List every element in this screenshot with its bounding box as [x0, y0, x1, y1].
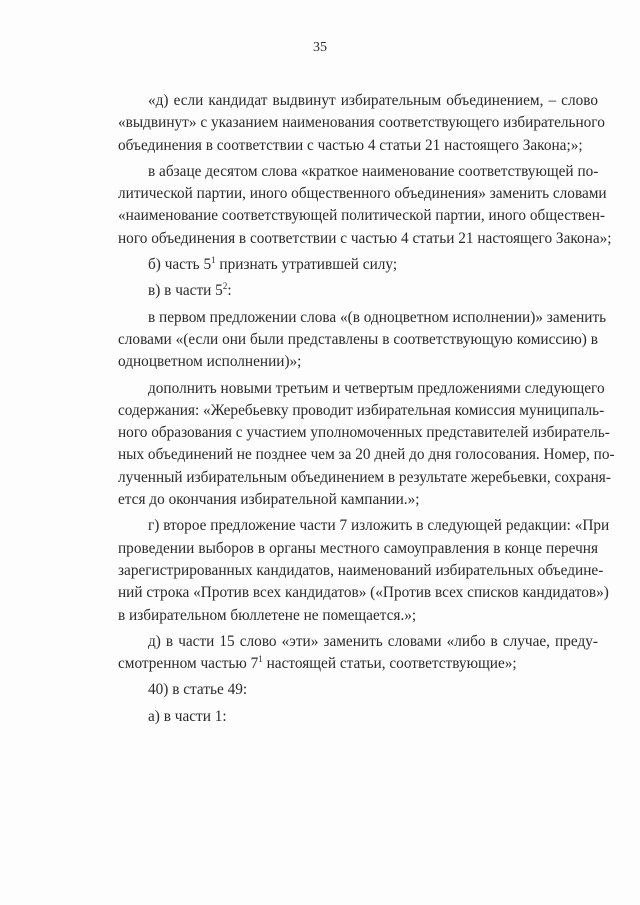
text-line: д) в части 15 слово «эти» заменить словами «либо в случае, преду- — [148, 632, 598, 650]
text-fragment: : — [227, 282, 232, 300]
text-line: дополнить новыми третьим и четвертым предложениями следующего — [148, 379, 605, 397]
text-fragment: в) в части 5 — [148, 282, 223, 300]
superscript: 1 — [258, 654, 263, 665]
text-line — [118, 653, 598, 675]
text-line: «д) если кандидат выдвинут избирательным объединением, – слово — [148, 92, 598, 109]
text-line: проведении выборов в органы местного самоуправления в конце перечня — [118, 539, 598, 557]
text-line: ется до окончания избирательной кампании.»; — [118, 491, 420, 509]
text-line: лученный избирательным объединением в результате жеребьевки, сохраня- — [118, 468, 611, 486]
text-line: ний строка «Против всех кандидатов» («Против всех списков кандидатов») — [118, 584, 609, 602]
text-line: одноцветном исполнении)»; — [118, 353, 302, 371]
text-line: объединения в соответствии с частью 4 статьи 21 настоящего Закона;»; — [118, 136, 583, 154]
text-line — [118, 280, 598, 302]
text-line: ных объединений не позднее чем за 20 дней до дня голосования. Номер, по- — [118, 446, 615, 464]
text-fragment: признать утратившей силу; — [215, 256, 398, 274]
text-line: зарегистрированных кандидатов, наименований избирательных объедине- — [118, 561, 604, 579]
text-line: а) в части 1: — [148, 707, 227, 725]
text-line: литической партии, иного общественного объединения» заменить словами — [118, 185, 607, 203]
superscript: 2 — [222, 281, 228, 292]
text-line: ного объединения в соответствии с частью 4 статьи 21 настоящего Закона»; — [118, 229, 612, 247]
text-line: словами «(если они были представлены в соответствующую комиссию) в — [118, 330, 598, 348]
text-fragment: смотренном частью 7 — [118, 655, 259, 673]
text-line: в первом предложении слова «(в одноцветном исполнении)» заменить — [148, 308, 607, 326]
text-line: г) второе предложение части 7 изложить в следующей редакции: «При — [148, 517, 610, 535]
text-line: 40) в статье 49: — [148, 681, 248, 699]
document-body — [118, 90, 615, 728]
text-line: в абзаце десятом слова «краткое наименование соответствующей по- — [148, 162, 599, 180]
text-line: ного образования с участием уполномоченных представителей избиратель- — [118, 424, 610, 442]
page-number: 35 — [313, 40, 327, 55]
text-line — [118, 254, 598, 276]
text-line: в избирательном бюллетене не помещается.»; — [118, 606, 417, 624]
text-fragment: настоящей статьи, соответствующие»; — [262, 655, 517, 673]
superscript: 1 — [211, 255, 216, 266]
text-line: содержания: «Жеребьевку проводит избирательная комиссия муниципаль- — [118, 401, 605, 419]
text-line: «наименование соответствующей политической партии, иного обществен- — [118, 207, 605, 225]
text-line: «выдвинут» с указанием наименования соответствующего избирательного — [118, 114, 605, 132]
text-fragment: б) часть 5 — [148, 256, 212, 274]
